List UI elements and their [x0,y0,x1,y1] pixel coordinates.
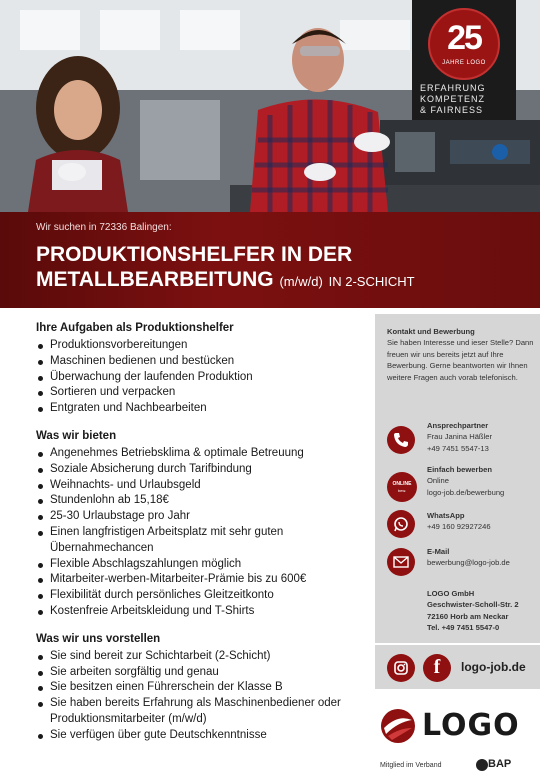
badge-slogan [420,83,512,116]
contact-sidebar [375,314,540,643]
logo-mark-icon [378,706,418,746]
list-item: Soziale Absicherung durch Tarifbindung [36,462,366,478]
title-shift: IN 2-SCHICHT [328,274,415,289]
badge-number: 25 [447,19,481,57]
badge-line: ERFAHRUNG [420,83,486,93]
online-text [427,464,540,498]
address-street: Geschwister-Scholl-Str. 2 [427,600,519,610]
list-item: Überwachung der laufenden Produktion [36,370,366,386]
contact-intro-title: Kontakt und Bewerbung [387,327,475,336]
list-item: Angenehmes Betriebsklima & optimale Betreuung [36,446,366,462]
list-item: Kostenfreie Arbeitskleidung und T-Shirts [36,604,366,620]
list-item: Mitarbeiter-werben-Mitarbeiter-Prämie bis zu 600€ [36,572,366,588]
email-label: E-Mail [427,547,450,556]
whatsapp-text [427,510,540,533]
bap-label: BAP [488,758,512,770]
list-item: Einen langfristigen Arbeitsplatz mit sehr guten Übernahmechancen [36,525,366,557]
whatsapp-label: WhatsApp [427,511,465,520]
mail-icon [387,548,415,576]
list-item: Sie haben bereits Erfahrung als Maschinenbediener oder Produktionsmitarbeiter (m/w/d) [36,696,366,728]
phone-icon [387,426,415,454]
phone-number: +49 7451 5547-13 [427,443,489,453]
page-title [36,242,415,294]
member-note: Mitglied im Verband [380,762,442,769]
bullet-list [36,338,366,417]
phone-name: Frau Janina Häßler [427,432,492,442]
list-item: Maschinen bedienen und bestücken [36,354,366,370]
section-heading: Was wir uns vorstellen [36,632,161,645]
list-item: Sie besitzen einen Führerschein der Klasse B [36,680,366,696]
badge-circle [428,8,500,80]
online-icon-sub: bew. [397,488,407,493]
job-details [36,321,366,756]
list-item: Sortieren und verpacken [36,385,366,401]
list-item: Flexibilität durch persönliches Gleitzeitkonto [36,588,366,604]
list-item: Weihnachts- und Urlaubsgeld [36,478,366,494]
facebook-icon[interactable]: f [423,654,451,682]
online-url[interactable]: logo-job.de/bewerbung [427,487,505,497]
badge-line: & FAIRNESS [420,105,484,115]
badge-subline: JAHRE LOGO [442,60,486,66]
title-main: METALLBEARBEITUNG [36,268,274,291]
title-line-2 [36,267,415,294]
address-city: 72160 Horb am Neckar [427,611,509,621]
list-item: Flexible Abschlagszahlungen möglich [36,557,366,573]
list-item: Sie sind bereit zur Schichtarbeit (2-Schicht) [36,649,366,665]
website-link[interactable]: logo-job.de [461,660,526,674]
phone-label: Ansprechpartner [427,421,489,430]
whatsapp-number: +49 160 92927246 [427,522,491,532]
instagram-icon[interactable] [387,654,415,682]
banner-location: Wir suchen in 72336 Balingen: [36,222,172,233]
online-label: Einfach bewerben [427,465,492,474]
hero-photo [0,0,540,212]
list-item: Entgraten und Nachbearbeiten [36,401,366,417]
list-item: Produktionsvorbereitungen [36,338,366,354]
logo-text: LOGO [422,708,520,743]
list-item: Sie verfügen über gute Deutschkenntnisse [36,728,366,744]
company-logo [378,706,538,746]
section-heading: Ihre Aufgaben als Produktionshelfer [36,322,234,334]
whatsapp-icon [387,510,415,538]
section-profile [36,632,366,744]
address-company: LOGO GmbH [427,589,475,598]
section-offer [36,429,366,620]
phone-text [427,420,540,454]
address-text [427,588,540,634]
list-item: Stundenlohn ab 15,18€ [36,493,366,509]
section-tasks [36,321,366,417]
email-text [427,546,540,569]
list-item: Sie arbeiten sorgfältig und genau [36,665,366,681]
online-apply-icon [387,472,417,502]
online-icon-text: ONLINE [392,481,412,487]
title-line-1: PRODUKTIONSHELFER IN DER [36,243,353,266]
contact-intro [387,326,537,383]
section-heading: Was wir bieten [36,429,117,442]
bap-icon [476,759,488,771]
anniversary-badge [412,0,516,120]
badge-line: KOMPETENZ [420,94,486,104]
bullet-list [36,446,366,620]
address-tel: Tel. +49 7451 5547-0 [427,623,500,633]
title-banner [0,212,540,308]
title-gender: (m/w/d) [279,274,323,289]
list-item: 25-30 Urlaubstage pro Jahr [36,509,366,525]
bullet-list [36,649,366,744]
social-bar [375,645,540,689]
contact-intro-text: Sie haben Interesse und ieser Stelle? Dann freuen wir uns bereits jetzt auf Ihre Bewerbung. Gerne beantworten wir Ihnen weitere Fragen auch vorab telefonisch. [387,338,534,382]
email-address[interactable]: bewerbung@logo-job.de [427,558,510,568]
online-sub: Online [427,476,449,486]
